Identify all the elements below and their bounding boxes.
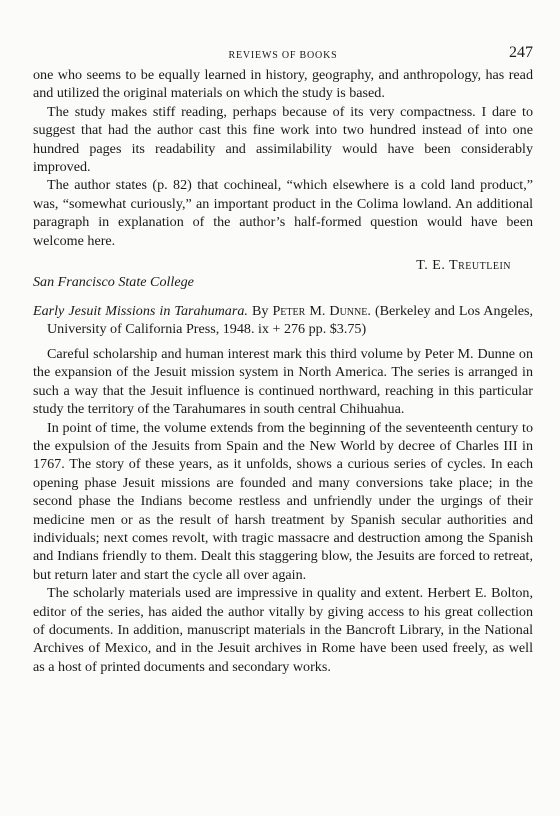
book-title: Early Jesuit Missions in Tarahumara. [33, 303, 248, 320]
paragraph: The scholarly materials used are impressive in quality and extent. Herbert E. Bolton, editor of the series, has aided the author vitally by giving access to his great collection of documents. In addition, manuscript materials in the Bancroft Library, in the National Archives of Mexico, and in the Jesuit archives in Rome have been used freely, as well as a host of printed documents and secondary works. [33, 585, 533, 675]
paragraph: The study makes stiff reading, perhaps because of its very compactness. I dare to suggest that had the author cast this fine work into two hundred instead of into one hundred pages its readability and assimilability would have been considerably improved. [33, 103, 533, 176]
page-number: 247 [509, 44, 533, 61]
paragraph: Careful scholarship and human interest mark this third volume by Peter M. Dunne on the expansion of the Jesuit mission system in North America. The series is arranged in such a way that the Jesuit influence is continued northward, reaching in this particular study the territory of the Tarahumares in south central Chihuahua. [33, 345, 533, 418]
running-head [33, 44, 533, 66]
book-page [33, 44, 533, 676]
paragraph: one who seems to be equally learned in history, geography, and anthropology, has read and utilized the original materials on which the study is based. [33, 67, 533, 102]
previous-review-ending [33, 66, 533, 290]
review-signature [33, 250, 533, 290]
review-body [33, 345, 533, 676]
publication-info: (Berkeley and Los Angeles, University of California Press, 1948. ix + 276 pp. $3.75) [47, 303, 534, 338]
reviewer-institution: San Francisco State College [33, 274, 194, 291]
book-author: Peter M. Dunne. [272, 303, 371, 320]
by-word: By [251, 303, 269, 320]
reviewer-name: T. E. Treutlein [416, 258, 511, 274]
paragraph: The author states (p. 82) that cochineal, “which elsewhere is a cold land product,” was, “somewhat curiously,” an important product in the Colima lowland. An additional paragraph in explanation of the author’s half-formed question would have been welcome here. [33, 177, 533, 249]
paragraph: In point of time, the volume extends from the beginning of the seventeenth century to the expulsion of the Jesuits from Spain and the New World by decree of Charles III in 1767. The story of these years, as it unfolds, shows a curious series of cycles. In each opening phase Jesuit missions are founded and many conversions take place; in the second phase the Indians become restless and unfriendly under the urgings of their medicine men or as the result of harsh treatment by Spanish secular authorities and individuals; next comes revolt, with tragic massacre and destruction among the Spanish and Indians friendly to them. Dealt this staggering blow, the Jesuits are forced to retreat, but return later and start the cycle all over again. [33, 419, 533, 583]
header-title: REVIEWS OF BOOKS [228, 50, 338, 61]
book-citation [33, 302, 533, 339]
